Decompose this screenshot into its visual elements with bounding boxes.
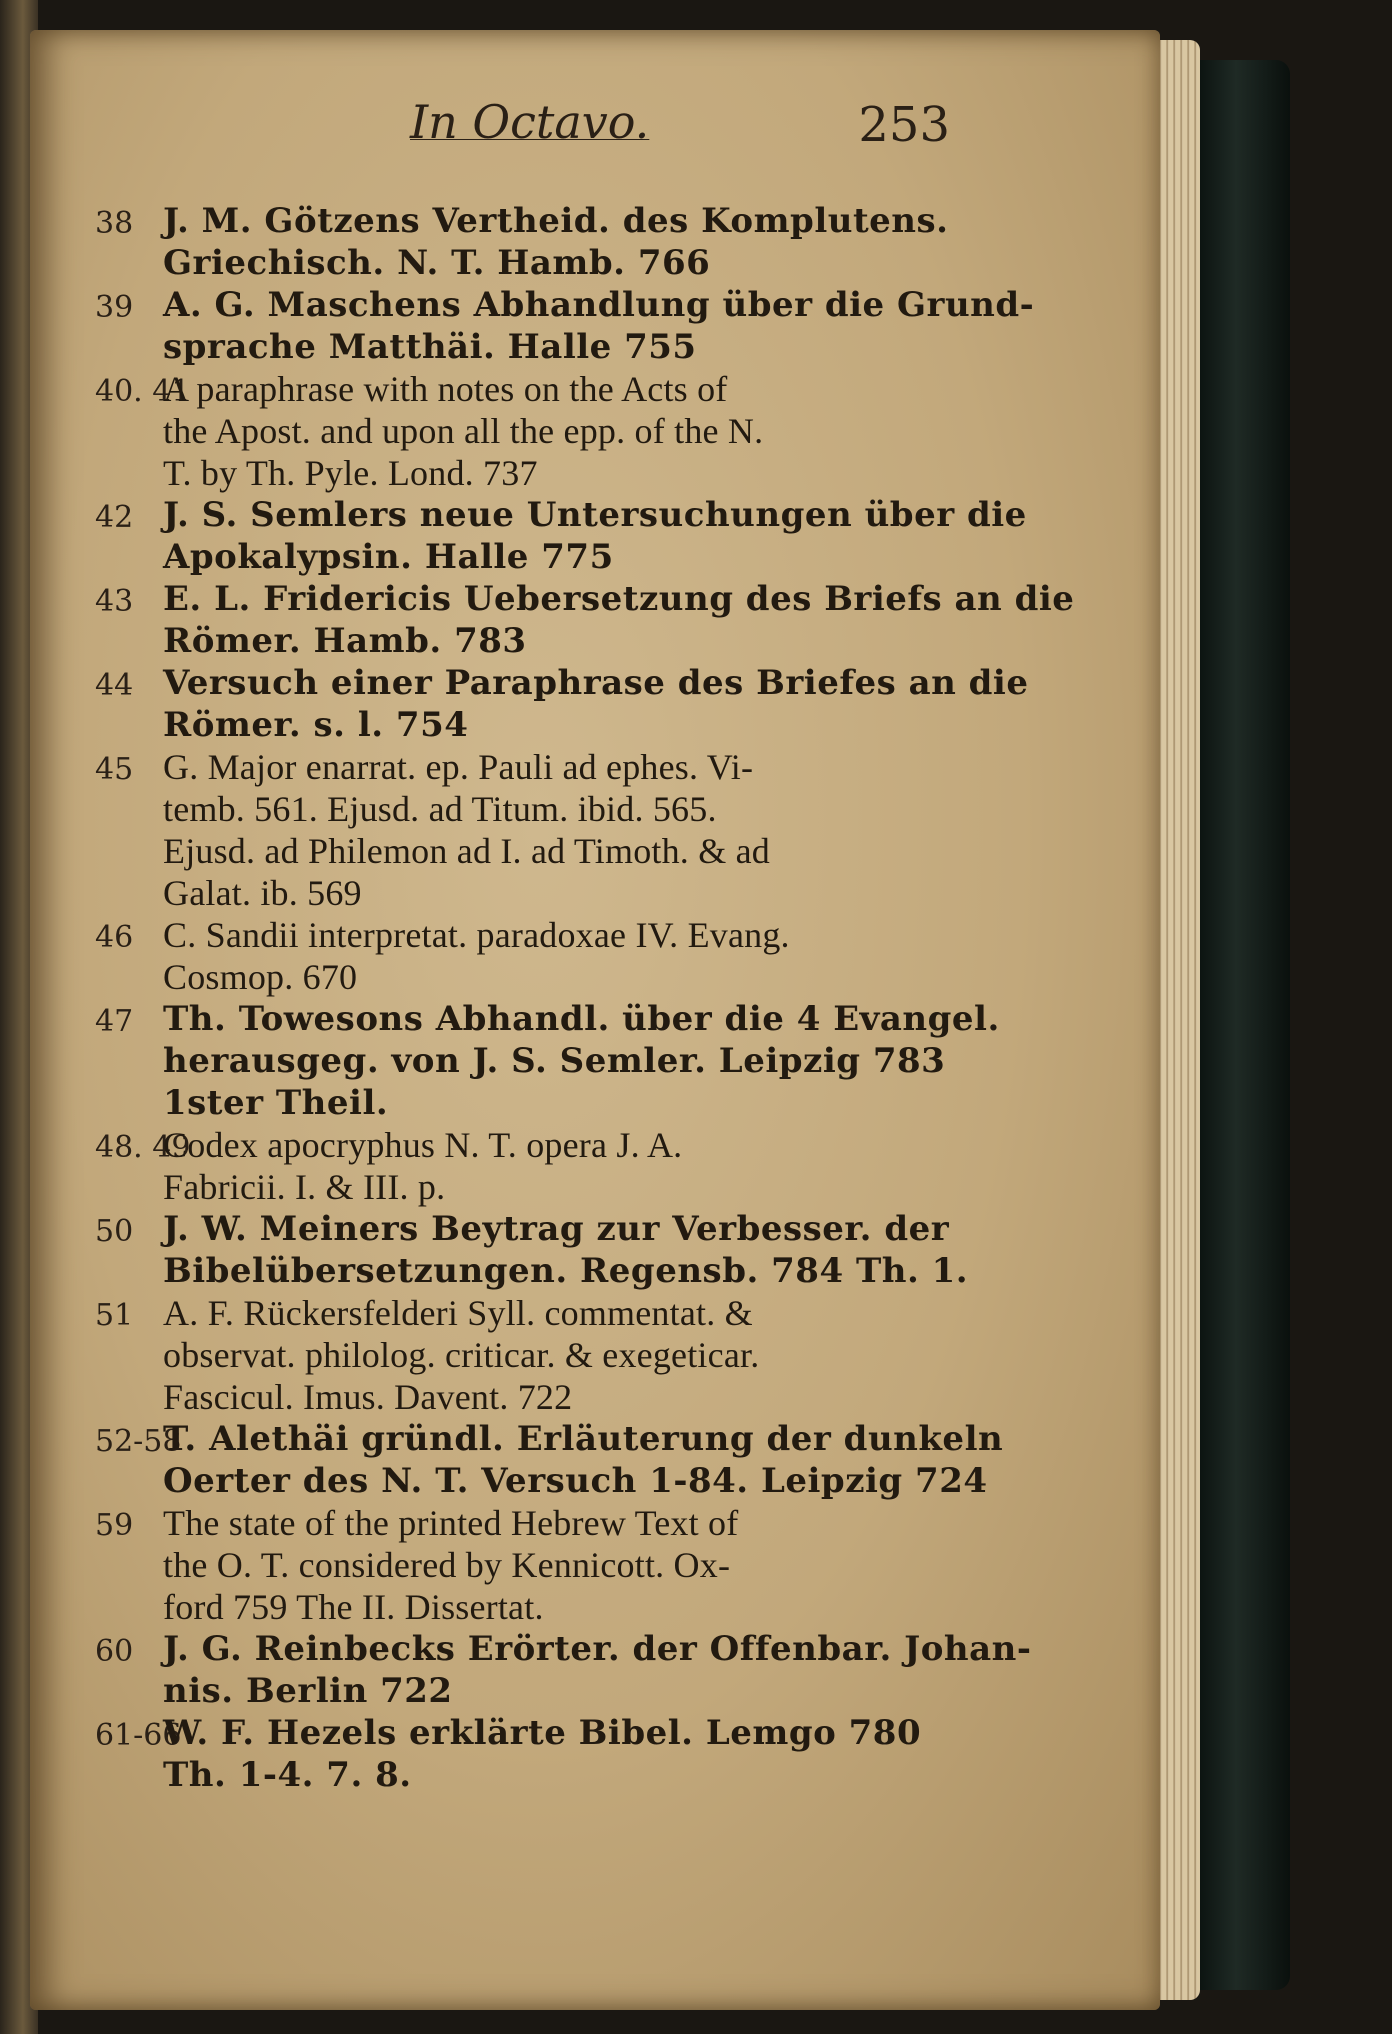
- entry-line: A. G. Maschens Abhandlung über die Grund-: [163, 285, 1035, 325]
- entry-line: Bibelübersetzungen. Regensb. 784 Th. 1.: [163, 1251, 969, 1291]
- entry-text: [163, 200, 960, 284]
- entry-text: [163, 368, 960, 494]
- entry-text: [163, 284, 1034, 368]
- entry-line: J. G. Reinbecks Erörter. der Offenbar. Johan-: [163, 1629, 1032, 1669]
- entry-line: Versuch einer Paraphrase des Briefes an die: [163, 663, 1029, 703]
- page-header: [380, 95, 950, 165]
- entry-number: 44: [95, 668, 134, 703]
- entry-text: [163, 1418, 1003, 1502]
- entry-line: the Apost. and upon all the epp. of the N.: [163, 411, 764, 451]
- entry-line: W. F. Hezels erklärte Bibel. Lemgo 780: [163, 1713, 922, 1753]
- entry-line: Fascicul. Imus. Davent. 722: [163, 1377, 573, 1417]
- catalog-entry: [95, 494, 1027, 578]
- catalog-entry: [95, 200, 960, 284]
- entry-line: J. W. Meiners Beytrag zur Verbesser. der: [163, 1209, 950, 1249]
- entry-number: 60: [95, 1634, 134, 1669]
- entry-line: T. by Th. Pyle. Lond. 737: [163, 453, 538, 493]
- book-cover: [1200, 60, 1290, 1990]
- entry-line: Cosmop. 670: [163, 957, 358, 997]
- entry-line: sprache Matthäi. Halle 755: [163, 327, 697, 367]
- catalog-entry: [95, 1208, 969, 1292]
- entry-number: 45: [95, 752, 134, 787]
- entry-number: 42: [95, 500, 134, 535]
- entry-number: 59: [95, 1508, 134, 1543]
- entry-line: observat. philolog. criticar. & exegeticar.: [163, 1335, 760, 1375]
- catalog-entry: [95, 1418, 1004, 1502]
- catalog-entry: [95, 1292, 960, 1418]
- entry-text: [163, 914, 960, 998]
- entry-text: [163, 494, 1027, 578]
- entry-line: J. S. Semlers neue Untersuchungen über die: [163, 495, 1027, 535]
- entry-line: T. Alethäi gründl. Erläuterung der dunkeln: [163, 1419, 1004, 1459]
- catalog-entry: [95, 746, 960, 914]
- catalog-entry: [95, 1712, 960, 1796]
- catalog-entry: [95, 914, 960, 998]
- entry-number: 51: [95, 1298, 134, 1333]
- entry-number: 47: [95, 1004, 134, 1039]
- entry-line: Th. 1-4. 7. 8.: [163, 1755, 412, 1795]
- running-title: In Octavo.: [410, 95, 650, 149]
- entry-number: 61-66: [95, 1718, 182, 1753]
- entry-line: Griechisch. N. T. Hamb. 766: [163, 243, 711, 283]
- entry-line: Römer. s. l. 754: [163, 705, 469, 745]
- catalog-entry: [95, 284, 1035, 368]
- catalog-entry: [95, 1628, 1032, 1712]
- catalog-entry: [95, 998, 1000, 1124]
- entry-line: C. Sandii interpretat. paradoxae IV. Evang.: [163, 915, 790, 955]
- entry-text: [163, 1208, 968, 1292]
- catalog-entry: [95, 1124, 960, 1208]
- entry-number: 46: [95, 920, 134, 955]
- entry-line: J. M. Götzens Vertheid. des Komplutens.: [163, 201, 949, 241]
- entry-line: Galat. ib. 569: [163, 873, 362, 913]
- entry-line: temb. 561. Ejusd. ad Titum. ibid. 565.: [163, 789, 717, 829]
- entry-line: A. F. Rückersfelderi Syll. commentat. &: [163, 1293, 753, 1333]
- entry-line: Codex apocryphus N. T. opera J. A.: [163, 1125, 683, 1165]
- catalog-entry: [95, 662, 1029, 746]
- entry-number: 48. 49: [95, 1130, 191, 1165]
- entry-number: 43: [95, 584, 134, 619]
- catalog-entries: [95, 200, 1075, 1796]
- entry-number: 40. 41: [95, 374, 191, 409]
- entry-number: 38: [95, 206, 134, 241]
- entry-text: [163, 1124, 960, 1208]
- entry-line: 1ster Theil.: [163, 1083, 389, 1123]
- entry-text: [163, 1502, 960, 1628]
- catalog-entry: [95, 578, 1075, 662]
- entry-line: Apokalypsin. Halle 775: [163, 537, 614, 577]
- entry-text: [163, 998, 1000, 1124]
- catalog-entry: [95, 368, 960, 494]
- page-number: 253: [858, 97, 950, 153]
- entry-line: Oerter des N. T. Versuch 1-84. Leipzig 724: [163, 1461, 988, 1501]
- entry-number: 50: [95, 1214, 134, 1249]
- entry-text: [163, 662, 1028, 746]
- entry-line: the O. T. considered by Kennicott. Ox-: [163, 1545, 731, 1585]
- entry-line: Fabricii. I. & III. p.: [163, 1167, 446, 1207]
- entry-line: herausgeg. von J. S. Semler. Leipzig 783: [163, 1041, 946, 1081]
- entry-number: 52-58: [95, 1424, 182, 1459]
- entry-text: [163, 578, 1074, 662]
- entry-text: [163, 1628, 1032, 1712]
- entry-line: G. Major enarrat. ep. Pauli ad ephes. Vi-: [163, 747, 754, 787]
- entry-line: nis. Berlin 722: [163, 1671, 453, 1711]
- entry-text: [163, 1292, 960, 1418]
- entry-text: [163, 1712, 960, 1796]
- entry-line: Ejusd. ad Philemon ad I. ad Timoth. & ad: [163, 831, 770, 871]
- entry-text: [163, 746, 960, 914]
- entry-number: 39: [95, 290, 134, 325]
- entry-line: A paraphrase with notes on the Acts of: [163, 369, 728, 409]
- entry-line: ford 759 The II. Dissertat.: [163, 1587, 544, 1627]
- catalog-entry: [95, 1502, 960, 1628]
- entry-line: Th. Towesons Abhandl. über die 4 Evangel.: [163, 999, 1000, 1039]
- entry-line: The state of the printed Hebrew Text of: [163, 1503, 739, 1543]
- entry-line: E. L. Fridericis Uebersetzung des Briefs an die: [163, 579, 1075, 619]
- entry-line: Römer. Hamb. 783: [163, 621, 527, 661]
